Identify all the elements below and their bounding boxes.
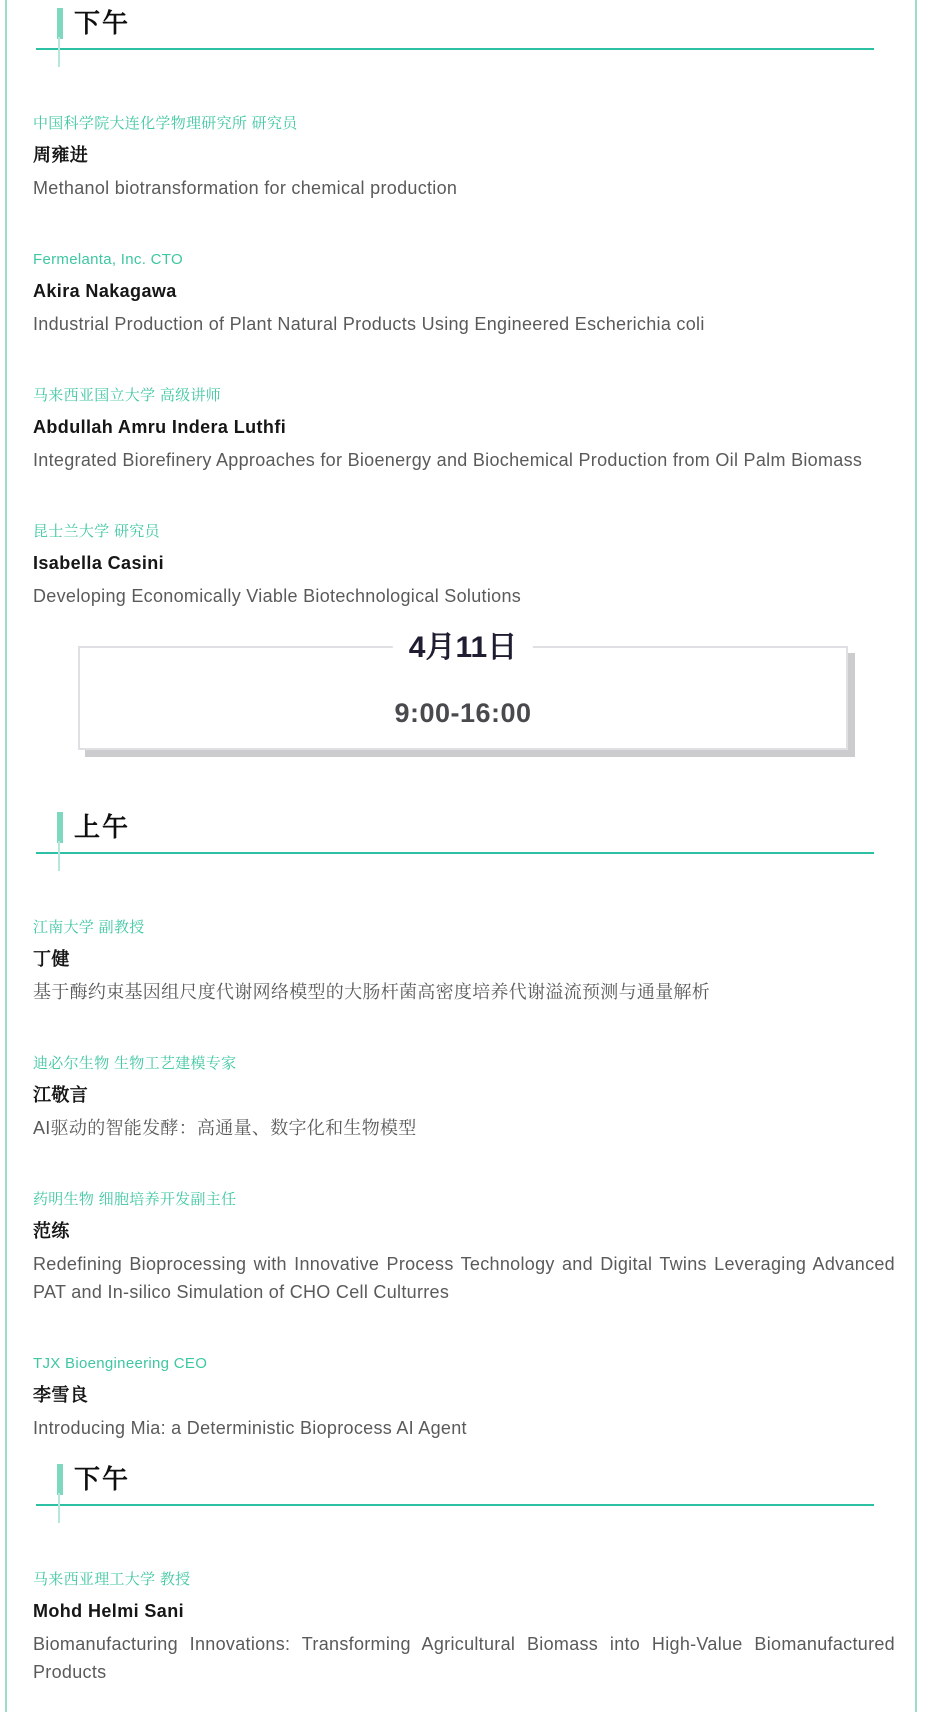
talk-title: Methanol biotransformation for chemical production (33, 178, 458, 198)
speaker-name: 江敬言 (33, 1085, 89, 1105)
speaker-entry (33, 250, 895, 338)
talk-title: Biomanufacturing Innovations: Transforming Agricultural Biomass into High-Value Biomanufactured Products (33, 1634, 895, 1682)
talk-title: Industrial Production of Plant Natural Products Using Engineered Escherichia coli (33, 314, 705, 334)
accent-bar (57, 812, 63, 843)
speaker-affiliation: 中国科学院大连化学物理研究所 研究员 (33, 115, 298, 132)
accent-tick (58, 37, 60, 67)
page-left-border (5, 0, 7, 1712)
speaker-name: Mohd Helmi Sani (33, 1601, 185, 1621)
speaker-affiliation: 昆士兰大学 研究员 (33, 523, 160, 540)
talk-title: Developing Economically Viable Biotechnological Solutions (33, 586, 522, 606)
talk-title: AI驱动的智能发酵：高通量、数字化和生物模型 (33, 1118, 417, 1138)
speaker-entry (33, 1570, 895, 1686)
speaker-name: 丁健 (33, 949, 70, 969)
talk-title: Redefining Bioprocessing with Innovative Process Technology and Digital Twins Leveraging Advanced PAT and In-silico Simulation of CHO Cell Culturres (33, 1254, 895, 1302)
date-box (78, 631, 848, 750)
speaker-entry (33, 1354, 895, 1442)
section-header (36, 8, 874, 50)
speaker-name: Abdullah Amru Indera Luthfi (33, 417, 287, 437)
speaker-affiliation: 马来西亚理工大学 教授 (33, 1571, 191, 1588)
speaker-affiliation: Fermelanta, Inc. CTO (33, 251, 183, 268)
speaker-entry (33, 1054, 895, 1142)
time-label: 9:00-16:00 (394, 698, 532, 728)
speaker-name: 李雪良 (33, 1385, 89, 1405)
accent-bar (57, 8, 63, 39)
speaker-affiliation: 马来西亚国立大学 高级讲师 (33, 387, 222, 404)
speaker-name: Akira Nakagawa (33, 281, 177, 301)
accent-tick (58, 841, 60, 871)
speaker-affiliation: TJX Bioengineering CEO (33, 1355, 208, 1372)
speaker-entry (33, 522, 895, 610)
speaker-entry (33, 1190, 895, 1306)
speaker-entry (33, 114, 895, 202)
section-title: 下午 (74, 8, 131, 38)
speaker-name: Isabella Casini (33, 553, 165, 573)
speaker-name: 范练 (33, 1221, 70, 1241)
page-right-border (915, 0, 917, 1712)
date-label: 4月11日 (393, 629, 533, 667)
talk-title: Integrated Biorefinery Approaches for Bioenergy and Biochemical Production from Oil Palm Biomass (33, 450, 863, 470)
speaker-entry (33, 918, 895, 1006)
speaker-affiliation: 药明生物 细胞培养开发副主任 (33, 1191, 237, 1208)
section-title: 上午 (74, 812, 131, 842)
speaker-affiliation: 江南大学 副教授 (33, 919, 145, 936)
speaker-entry (33, 386, 895, 474)
speaker-name: 周雍进 (33, 145, 89, 165)
talk-title: Introducing Mia: a Deterministic Bioprocess AI Agent (33, 1418, 467, 1438)
section-header (36, 812, 874, 854)
accent-bar (57, 1464, 63, 1495)
talk-title: 基于酶约束基因组尺度代谢网络模型的大肠杆菌高密度培养代谢溢流预测与通量解析 (33, 982, 711, 1002)
accent-tick (58, 1493, 60, 1523)
section-title: 下午 (74, 1464, 131, 1494)
speaker-affiliation: 迪必尔生物 生物工艺建模专家 (33, 1055, 237, 1072)
section-header (36, 1464, 874, 1506)
